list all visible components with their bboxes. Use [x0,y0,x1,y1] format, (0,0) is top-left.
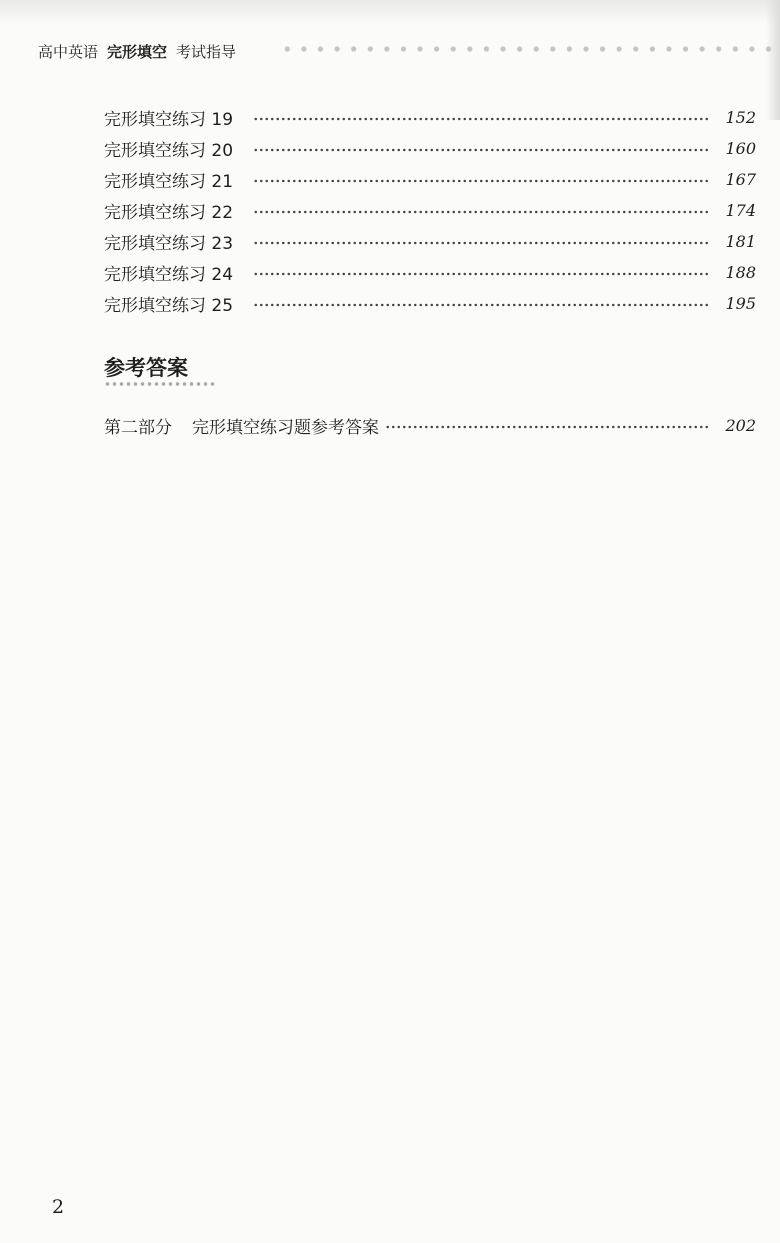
section-heading-answers: 参考答案 [104,356,188,380]
toc-entry-page: 181 [725,231,756,251]
toc-entry[interactable] [104,104,756,130]
toc-entry-title: 完形填空练习 25 [104,295,234,316]
toc-dot-leader [253,302,711,308]
toc-entry[interactable] [104,259,756,285]
page-top-shadow [0,0,780,24]
toc-entry-page: 174 [725,200,756,220]
toc-entry[interactable] [104,228,756,254]
header-book-series: 高中英语 [38,42,99,61]
toc-entry-page: 160 [725,138,756,158]
header-book-type: 考试指导 [176,42,237,61]
toc-entry[interactable] [104,166,756,192]
toc-entry-page: 167 [725,169,756,189]
toc-entry-page: 202 [725,415,756,435]
toc-dot-leader [385,424,711,430]
toc-entry-part-label: 第二部分 [104,417,172,438]
toc-entry-title: 完形填空练习 19 [104,109,234,130]
toc-entry-page: 152 [725,107,756,127]
toc-entry-title: 完形填空练习 23 [104,233,234,254]
toc-entry-title [104,413,379,438]
page-number: 2 [52,1196,65,1218]
toc-entry[interactable] [104,290,756,316]
toc-dot-leader [253,271,711,277]
toc-entry-page: 188 [725,262,756,282]
toc-entry-title: 完形填空练习 21 [104,171,234,192]
toc-entry-answers[interactable] [104,412,756,438]
toc-entry-title: 完形填空练习 22 [104,202,234,223]
page-edge-shadow [766,0,780,120]
toc-dot-leader [253,116,711,122]
toc-dot-leader [253,209,711,215]
toc-dot-leader [253,240,711,246]
toc-entry-title: 完形填空练习 24 [104,264,234,285]
toc-dot-leader [253,147,711,153]
toc-entry[interactable] [104,197,756,223]
toc-entry-part-title: 完形填空练习题参考答案 [192,417,379,438]
toc-entry-title: 完形填空练习 20 [104,140,234,161]
header-book-topic: 完形填空 [107,42,168,61]
section-heading-dot-rule [104,380,216,388]
header-dot-rule [279,44,780,54]
toc-entry-page: 195 [725,293,756,313]
running-header [38,38,245,64]
toc-dot-leader [253,178,711,184]
toc-entry[interactable] [104,135,756,161]
